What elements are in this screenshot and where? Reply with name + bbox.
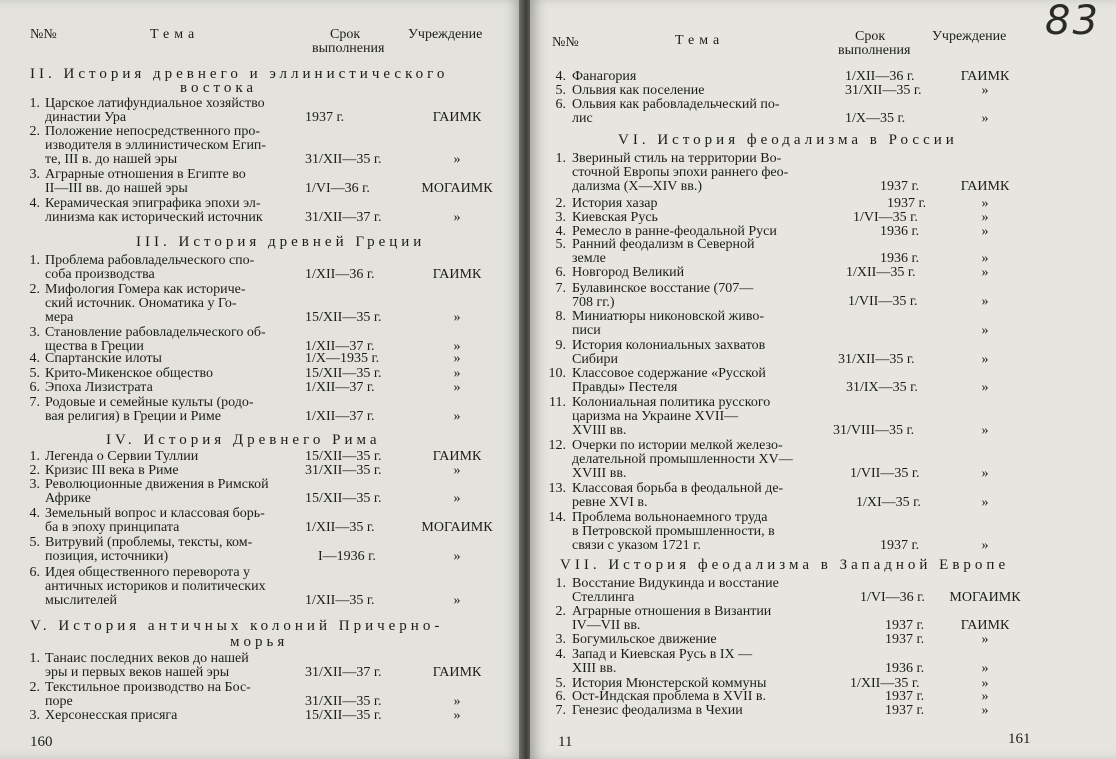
item-deadline: 1/XII—37 г. (305, 409, 375, 425)
section-title-cont: морья (230, 634, 289, 650)
item-deadline: 1/VI—36 г. (860, 590, 925, 606)
item-number: 1. (29, 651, 40, 666)
item-number: 1. (29, 253, 40, 268)
item-title-line: Аграрные отношения в Византии (572, 604, 772, 619)
item-number: 4. (555, 224, 566, 239)
item-title-line: Сибири (572, 352, 618, 368)
item-deadline: 1936 г. (880, 251, 920, 267)
item-number: 5. (555, 83, 566, 98)
item-institution: » (453, 210, 461, 226)
item-title-line: Танаис последних веков до нашей (45, 651, 249, 666)
item-institution: » (453, 593, 461, 609)
item-number: 9. (555, 338, 566, 353)
item-institution: » (453, 310, 461, 326)
item-title-line: вая религия) в Греции и Риме (45, 409, 221, 425)
item-number: 1. (555, 576, 566, 591)
item-deadline: 1/XII—35 г. (846, 265, 916, 280)
header-num: №№ (30, 27, 57, 42)
item-number: 1. (29, 449, 40, 464)
item-deadline: 1937 г. (885, 689, 925, 704)
handwritten-folio-number: 83 (1045, 0, 1100, 44)
item-number: 10. (548, 366, 566, 381)
item-title-line: щества в Греции (45, 339, 144, 355)
item-title-line: Родовые и семейные культы (родо- (45, 395, 254, 410)
item-institution: » (981, 251, 989, 267)
item-title-line: Богумильское движение (572, 632, 717, 647)
item-deadline: 31/XII—35 г. (845, 83, 922, 98)
section-title: III. История древней Греции (136, 234, 426, 250)
item-title-line: Новгород Великий (572, 265, 685, 280)
item-institution: МОГАИМК (949, 590, 1021, 606)
item-institution: » (453, 694, 461, 710)
header-theme: Тема (150, 27, 200, 42)
item-number: 2. (29, 463, 40, 478)
page-number: 160 (30, 734, 53, 750)
item-title-line: Идея общественного переворота у (45, 565, 251, 580)
item-institution: » (981, 466, 989, 482)
item-title-line: Спартанские илоты (45, 351, 162, 366)
item-number: 3. (555, 210, 566, 225)
section-title: VII. История феодализма в Западной Европе (560, 557, 1010, 573)
header-institution: Учреждение (408, 27, 483, 42)
item-title-line: Ольвия как поселение (572, 83, 705, 98)
item-institution: » (981, 352, 989, 368)
item-title-line: 708 гг.) (572, 295, 615, 311)
item-title-line: лис (572, 111, 593, 127)
item-number: 2. (29, 680, 40, 695)
item-title-line: Царское латифундиальное хозяйство (45, 96, 265, 111)
item-title-line: Революционные движения в Римской (45, 477, 269, 492)
item-deadline: 1/XII—35 г. (850, 676, 920, 691)
item-title-line: ба в эпоху принципата (45, 520, 180, 536)
item-number: 6. (29, 565, 40, 580)
item-institution: » (981, 423, 989, 439)
item-number: 13. (548, 481, 566, 496)
item-number: 6. (555, 97, 566, 112)
item-title-line: Запад и Киевская Русь в IX — (572, 647, 753, 662)
header-institution: Учреждение (932, 29, 1007, 44)
item-title-line: Колониальная политика русского (572, 395, 771, 410)
item-institution: » (453, 708, 461, 723)
item-institution: » (981, 323, 989, 339)
item-title-line: XVIII вв. (572, 466, 627, 482)
item-title-line: Керамическая эпиграфика эпохи эл- (45, 196, 261, 211)
item-title-line: делательной промышленности XV— (572, 452, 793, 468)
item-title-line: писи (572, 323, 601, 339)
item-institution: » (981, 83, 989, 98)
item-institution: » (981, 380, 989, 396)
header-num: №№ (552, 35, 579, 50)
item-number: 7. (555, 703, 566, 718)
item-title-line: Фанагория (572, 69, 637, 84)
item-title-line: Очерки по истории мелкой железо- (572, 438, 783, 453)
item-deadline: 1/VI—36 г. (305, 181, 370, 197)
item-title-line: Херсонесская присяга (45, 708, 178, 723)
item-deadline: 15/XII—35 г. (305, 449, 382, 464)
item-title-line: XIII вв. (572, 661, 617, 677)
item-title-line: династии Ура (45, 110, 127, 126)
item-deadline: 1937 г. (887, 196, 927, 211)
item-title-line: позиция, источники) (45, 549, 169, 565)
item-number: 6. (555, 265, 566, 280)
header-term-2: выполнения (838, 43, 911, 58)
item-title-line: XVIII вв. (572, 423, 627, 439)
item-deadline: 1/X—1935 г. (305, 351, 380, 366)
item-deadline: 15/XII—35 г. (305, 366, 382, 381)
section-title: V. История античных колоний Причерно- (30, 618, 444, 634)
item-title-line: Восстание Видукинда и восстание (572, 576, 779, 591)
item-deadline: 1/VII—35 г. (850, 466, 920, 482)
item-title-line: Текстильное производство на Бос- (45, 680, 251, 695)
item-title-line: сточной Европы эпохи раннего фео- (572, 165, 789, 181)
item-deadline: 31/XII—35 г. (305, 463, 382, 478)
item-deadline: 1/XII—35 г. (305, 593, 375, 609)
item-title-line: Ремесло в ранне-феодальной Руси (572, 224, 777, 239)
item-title-line: Генезис феодализма в Чехии (572, 703, 743, 718)
item-deadline: 1937 г. (880, 179, 920, 195)
item-number: 1. (555, 151, 566, 166)
header-term: Срок (855, 29, 886, 44)
item-deadline: 1936 г. (880, 224, 920, 239)
item-deadline: 15/XII—35 г. (305, 310, 382, 326)
item-title-line: Миниатюры никоновской живо- (572, 309, 764, 324)
item-title-line: ский источник. Ономатика у Го- (45, 296, 237, 312)
item-number: 5. (29, 366, 40, 381)
item-deadline: 31/XII—37 г. (305, 210, 382, 226)
item-title-line: Киевская Русь (572, 210, 658, 225)
item-number: 4. (29, 506, 40, 521)
item-number: 2. (555, 604, 566, 619)
item-institution: » (981, 689, 989, 704)
item-title-line: связи с указом 1721 г. (572, 538, 701, 554)
item-institution: » (981, 538, 989, 554)
item-number: 4. (555, 69, 566, 84)
item-title-line: Ольвия как рабовладельческий по- (572, 97, 780, 112)
item-institution: ГАИМК (960, 69, 1010, 84)
item-title-line: Классовая борьба в феодальной де- (572, 481, 784, 496)
item-deadline: 15/XII—35 г. (305, 708, 382, 723)
item-deadline: 31/IX—35 г. (846, 380, 918, 396)
item-title-line: царизма на Украине XVII— (572, 409, 739, 425)
item-title-line: Ост-Индская проблема в XVII в. (572, 689, 766, 704)
item-institution: » (453, 351, 461, 366)
item-title-line: Африке (45, 491, 91, 507)
item-institution: » (981, 224, 989, 239)
item-institution: ГАИМК (432, 267, 482, 283)
item-institution: ГАИМК (432, 449, 482, 464)
item-number: 2. (555, 196, 566, 211)
item-deadline: 1/VII—35 г. (848, 294, 918, 310)
item-number: 14. (548, 510, 566, 525)
item-title-line: История хазар (572, 196, 658, 211)
item-institution: » (981, 265, 989, 280)
item-title-line: IV—VII вв. (572, 618, 641, 634)
item-title-line: Земельный вопрос и классовая борь- (45, 506, 265, 521)
item-institution: » (981, 703, 989, 718)
item-title-line: Положение непосредственного про- (45, 124, 260, 139)
item-number: 6. (29, 380, 40, 395)
item-deadline: I—1936 г. (318, 549, 376, 565)
item-title-line: поре (45, 694, 73, 710)
item-number: 7. (29, 395, 40, 410)
page-number: 161 (1008, 731, 1031, 747)
item-title-line: мера (45, 310, 74, 326)
item-number: 1. (29, 96, 40, 111)
item-institution: ГАИМК (432, 110, 482, 126)
item-deadline: 1937 г. (885, 703, 925, 718)
item-institution: » (981, 632, 989, 647)
item-number: 5. (555, 237, 566, 252)
item-title-line: Крито-Микенское общество (45, 366, 214, 381)
item-number: 3. (29, 325, 40, 340)
item-deadline: 1936 г. (885, 661, 925, 677)
item-number: 5. (555, 676, 566, 691)
item-deadline: 1937 г. (305, 110, 345, 126)
item-deadline: 31/XII—35 г. (305, 694, 382, 710)
item-title-line: в Петровской промышленности, в (572, 524, 775, 540)
item-number: 7. (555, 281, 566, 296)
item-deadline: 15/XII—35 г. (305, 491, 382, 507)
item-title-line: Стеллинга (572, 590, 635, 606)
item-deadline: 1/XII—37 г. (305, 380, 375, 395)
item-title-line: линизма как исторический источник (45, 210, 263, 226)
header-term-2: выполнения (312, 41, 385, 56)
item-institution: ГАИМК (960, 179, 1010, 195)
item-title-line: Аграрные отношения в Египте во (45, 167, 246, 182)
item-number: 6. (555, 689, 566, 704)
item-number: 2. (29, 282, 40, 297)
item-number: 4. (555, 647, 566, 662)
item-institution: МОГАИМК (421, 181, 493, 197)
item-number: 11. (549, 395, 566, 410)
item-number: 3. (29, 167, 40, 182)
item-title-line: Легенда о Сервии Туллии (45, 449, 199, 464)
item-deadline: 1/XII—36 г. (845, 69, 915, 84)
item-number: 8. (555, 309, 566, 324)
item-number: 4. (29, 196, 40, 211)
item-deadline: 1/VI—35 г. (853, 210, 918, 225)
item-deadline: 31/XII—35 г. (305, 152, 382, 168)
item-number: 12. (548, 438, 566, 453)
section-title: VI. История феодализма в России (618, 132, 958, 148)
section-title-cont: востока (180, 80, 258, 96)
item-deadline: 1/XII—37 г. (305, 339, 375, 355)
item-number: 5. (29, 535, 40, 550)
item-institution: » (453, 463, 461, 478)
item-deadline: 31/XII—37 г. (305, 665, 382, 681)
item-institution: » (453, 339, 461, 355)
item-deadline: 1/XI—35 г. (856, 495, 921, 511)
item-title-line: История колониальных захватов (572, 338, 766, 353)
item-institution: » (453, 549, 461, 565)
item-institution: » (981, 676, 989, 691)
item-title-line: История Мюнстерской коммуны (572, 676, 767, 691)
item-title-line: Проблема рабовладельческого спо- (45, 253, 255, 268)
item-title-line: Ранний феодализм в Северной (572, 237, 755, 252)
item-deadline: 1/XII—36 г. (305, 267, 375, 283)
section-title: II. История древнего и эллинистического (30, 66, 449, 82)
item-number: 4. (29, 351, 40, 366)
item-deadline: 1937 г. (885, 632, 925, 647)
item-deadline: 1937 г. (880, 538, 920, 554)
item-title-line: Становление рабовладельческого об- (45, 325, 266, 340)
item-number: 3. (29, 708, 40, 723)
item-title-line: мыслителей (45, 593, 117, 609)
item-institution: ГАИМК (432, 665, 482, 681)
item-institution: » (981, 294, 989, 310)
right-page (530, 0, 1116, 759)
item-number: 2. (29, 124, 40, 139)
item-title-line: соба производства (45, 267, 155, 283)
item-institution: » (453, 409, 461, 425)
item-title-line: II—III вв. до нашей эры (45, 181, 188, 197)
item-title-line: Классовое содержание «Русской (572, 366, 766, 381)
item-title-line: Кризис III века в Риме (45, 463, 179, 478)
item-institution: » (981, 495, 989, 511)
item-title-line: ревне XVI в. (572, 495, 648, 511)
item-title-line: Булавинское восстание (707— (572, 281, 754, 296)
item-institution: » (981, 661, 989, 677)
item-institution: » (453, 491, 461, 507)
item-institution: » (981, 210, 989, 225)
item-institution: » (453, 380, 461, 395)
item-title-line: те, III в. до нашей эры (45, 152, 178, 168)
item-title-line: Правды» Пестеля (572, 380, 678, 396)
left-page (0, 0, 522, 759)
item-title-line: эры и первых веков нашей эры (45, 665, 230, 681)
item-deadline: 31/XII—35 г. (838, 352, 915, 368)
item-title-line: античных историков и политических (45, 579, 266, 595)
item-institution: » (981, 196, 989, 211)
item-deadline: 1937 г. (885, 618, 925, 634)
item-number: 3. (555, 632, 566, 647)
header-theme: Тема (675, 33, 725, 48)
item-title-line: Витрувий (проблемы, тексты, ком- (45, 535, 253, 550)
header-term: Срок (330, 27, 361, 42)
section-title: IV. История Древнего Рима (106, 432, 381, 448)
item-institution: » (981, 111, 989, 127)
item-number: 3. (29, 477, 40, 492)
item-institution: » (453, 152, 461, 168)
item-title-line: Мифология Гомера как историче- (45, 282, 246, 297)
item-title-line: земле (572, 251, 606, 267)
item-deadline: 1/XII—35 г. (305, 520, 375, 536)
item-institution: ГАИМК (960, 618, 1010, 634)
item-title-line: Звериный стиль на территории Во- (572, 151, 782, 166)
item-title-line: Эпоха Лизистрата (45, 380, 153, 395)
item-deadline: 1/X—35 г. (845, 111, 906, 127)
item-title-line: дализма (X—XIV вв.) (572, 179, 703, 195)
item-deadline: 31/VIII—35 г. (833, 423, 915, 439)
signature-mark: 11 (558, 734, 573, 750)
item-institution: МОГАИМК (421, 520, 493, 536)
item-title-line: изводителя в эллинистическом Егип- (45, 138, 267, 154)
item-institution: » (453, 366, 461, 381)
item-title-line: Проблема вольнонаемного труда (572, 510, 768, 525)
